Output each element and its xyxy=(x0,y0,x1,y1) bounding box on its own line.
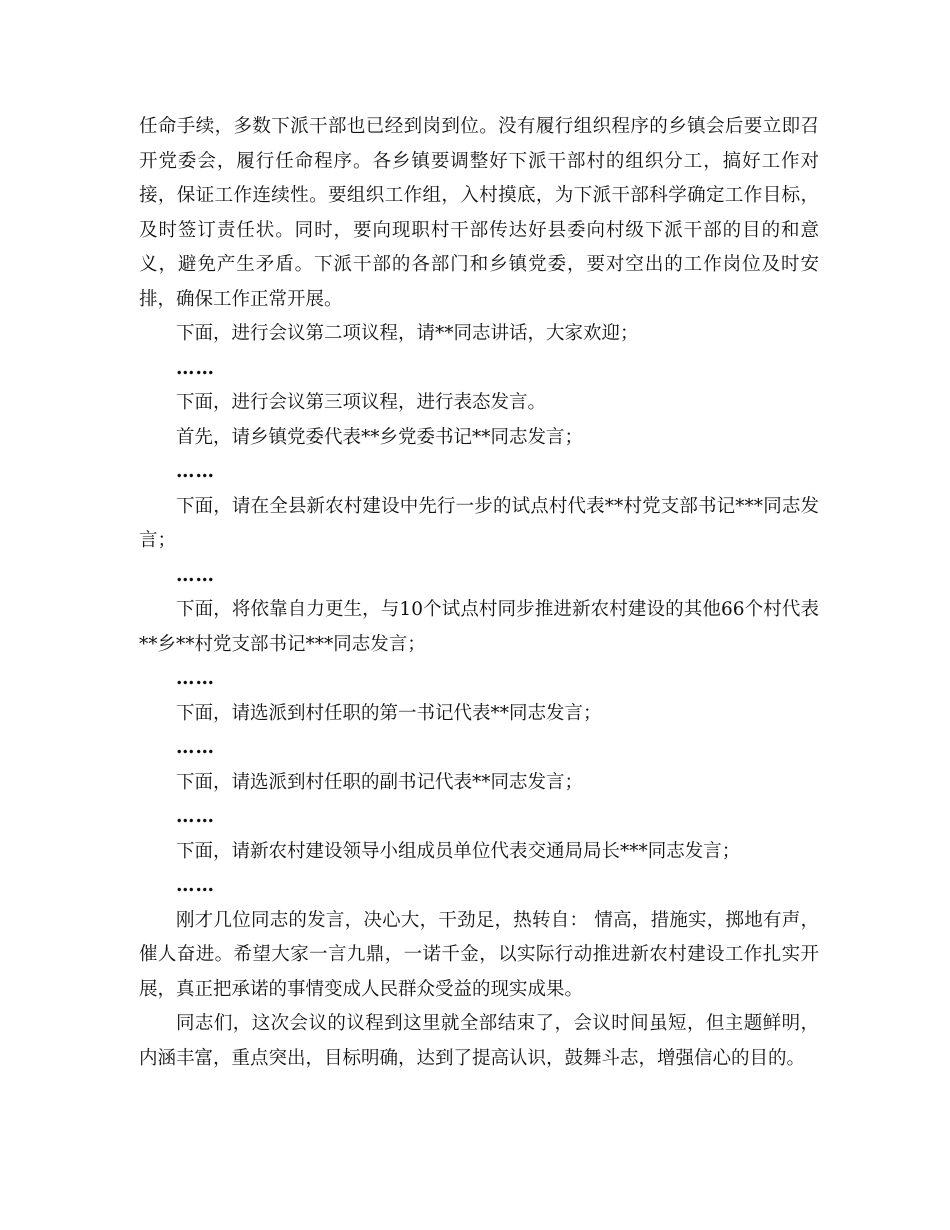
ellipsis: …… xyxy=(176,737,215,758)
paragraph-speaker-transport-bureau: 下面，请新农村建设领导小组成员单位代表交通局局长***同志发言； xyxy=(176,840,741,862)
ellipsis: …… xyxy=(176,668,215,689)
paragraph-speaker-pilot-village: 下面，请在全县新农村建设中先行一步的试点村代表**村党支部书记***同志发言； xyxy=(139,495,819,551)
document-body xyxy=(139,110,819,1076)
paragraph-speaker-township: 首先，请乡镇党委代表**乡党委书记**同志发言； xyxy=(176,426,584,448)
paragraph-speaker-deputy-secretary: 下面，请选派到村任职的副书记代表**同志发言； xyxy=(176,771,584,793)
ellipsis: …… xyxy=(176,357,215,379)
paragraph-agenda-item-3: 下面，进行会议第三项议程，进行表态发言。 xyxy=(176,392,547,413)
ellipsis: …… xyxy=(176,875,215,896)
ellipsis: …… xyxy=(176,461,215,482)
paragraph-closing: 同志们，这次会议的议程到这里就全部结束了，会议时间虽短，但主题鲜明，内涵丰富，重点突出，目标明确，达到了提高认识，鼓舞斗志，增强信心的目的。 xyxy=(139,1013,819,1069)
ellipsis: …… xyxy=(176,564,215,586)
paragraph-speaker-first-secretary: 下面，请选派到村任职的第一书记代表**同志发言； xyxy=(176,702,602,724)
paragraph-agenda-item-2: 下面，进行会议第二项议程，请**同志讲话，大家欢迎； xyxy=(176,323,639,344)
ellipsis: …… xyxy=(176,806,215,827)
paragraph-speaker-other-villages: 下面，将依靠自力更生，与10个试点村同步推进新农村建设的其他66个村代表**乡**村党支部书记***同志发言； xyxy=(139,599,819,655)
paragraph-summary: 刚才几位同志的发言，决心大，干劲足，热转自： 情高，措施实，掷地有声，催人奋进。希望大家一言九鼎，一诺千金，以实际行动推进新农村建设工作扎实开展，真正把承诺的事情变成人民群众受益的现实成果。 xyxy=(139,909,819,1000)
paragraph-continuation: 任命手续，多数下派干部也已经到岗到位。没有履行组织程序的乡镇会后要立即召开党委会，履行任命程序。各乡镇要调整好下派干部村的组织分工，搞好工作对接，保证工作连续性。要组织工作组，入村摸底，为下派干部科学确定工作目标，及时签订责任状。同时，要向现职村干部传达好县委向村级下派干部的目的和意义，避免产生矛盾。下派干部的各部门和乡镇党委，要对空出的工作岗位及时安排，确保工作正常开展。 xyxy=(139,116,819,310)
